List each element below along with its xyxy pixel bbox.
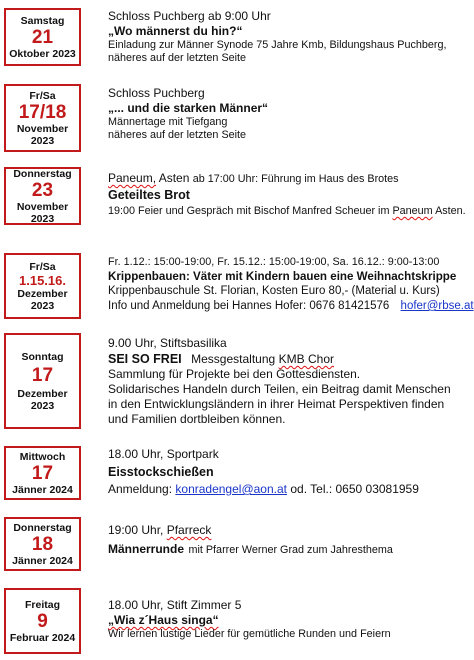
event-place [108, 523, 470, 538]
place-city: Asten [156, 171, 190, 185]
date-month: Dezember 2023 [17, 387, 68, 412]
event-desc: Krippenbauschule St. Florian, Kosten Euro 80,- (Material u. Kurs) [108, 285, 440, 297]
event-desc: Sammlung für Projekte bei den Gottesdiensten. [108, 367, 361, 381]
date-number: 23 [31, 179, 54, 201]
event-6 [108, 447, 470, 497]
event-title-row [108, 351, 470, 367]
date-box-1 [4, 8, 81, 66]
date-month: Dezember 2023 [17, 287, 68, 312]
event-5 [108, 336, 470, 427]
date-number: 18 [31, 533, 54, 555]
date-weekday: Samstag [20, 14, 65, 27]
email-link[interactable]: konradengel@aon.at [175, 482, 287, 496]
registration-label: Anmeldung: [108, 482, 173, 496]
date-weekday: Freitag [24, 598, 60, 611]
contact-text: Info und Anmeldung bei Hannes Hofer: 0676 81421576 [108, 300, 390, 312]
phone-text: od. Tel.: 0650 03081959 [290, 482, 419, 496]
date-box-6 [4, 446, 81, 500]
event-7 [108, 523, 470, 557]
event-title: „... und die starken Männer“ [108, 101, 269, 115]
event-desc: Solidarisches Handeln durch Teilen, ein Beitrag damit Menschen [108, 382, 451, 396]
event-contact [108, 299, 472, 314]
date-box-8 [4, 588, 81, 654]
event-4 [108, 256, 472, 314]
date-number: 1.15.16. [19, 272, 66, 288]
event-place: Schloss Puchberg ab 9:00 Uhr [108, 9, 271, 23]
event-times: Fr. 1.12.: 15:00-19:00, Fr. 15.12.: 15:00-19:00, Sa. 16.12.: 9:00-13:00 [108, 256, 440, 268]
date-box-3 [4, 167, 81, 225]
event-place: 9.00 Uhr, Stiftsbasilika [108, 336, 227, 350]
event-desc: näheres auf der letzten Seite [108, 52, 247, 64]
event-8 [108, 598, 470, 641]
date-box-4 [4, 253, 81, 319]
event-1 [108, 9, 470, 65]
date-weekday: Fr/Sa [29, 260, 56, 273]
event-desc: Einladung zur Männer Synode 75 Jahre Kmb, Bildungshaus Puchberg, [108, 39, 447, 51]
date-month: Oktober 2023 [9, 47, 76, 60]
date-weekday: Fr/Sa [29, 89, 56, 102]
desc-text: 19:00 Feier und Gespräch mit Bischof Manfred Scheuer im [108, 205, 390, 217]
event-time: 19:00 Uhr, [108, 523, 164, 537]
event-desc: Wir lernen lustige Lieder für gemütliche Runden und Feiern [108, 628, 391, 640]
date-number: 17/18 [18, 101, 67, 123]
event-title: „Wia z´Haus singa“ [108, 613, 219, 627]
place-name: Pfarreck [166, 523, 212, 537]
email-link[interactable]: hofer@rbse.at [400, 300, 474, 312]
date-weekday: Sonntag [21, 350, 64, 363]
date-box-2 [4, 84, 81, 152]
date-month: Februar 2024 [9, 631, 76, 644]
date-weekday: Mittwoch [19, 450, 66, 463]
date-number: 9 [37, 610, 48, 632]
desc-city: Asten. [435, 205, 466, 217]
date-box-7 [4, 517, 81, 571]
event-title-row [108, 542, 470, 557]
date-number: 17 [31, 364, 54, 386]
date-box-5 [4, 333, 81, 429]
date-month: November [16, 122, 69, 135]
event-desc: und Familien dortbleiben können. [108, 412, 286, 426]
event-desc: in den Entwicklungsländern in ihrer Heimat Perspektiven finden [108, 397, 445, 411]
event-desc: Männertage mit Tiefgang [108, 116, 228, 128]
event-desc [108, 205, 470, 218]
event-place: 18.00 Uhr, Stift Zimmer 5 [108, 598, 242, 612]
desc-place: Paneum [392, 205, 433, 217]
date-month: November 2023 [16, 200, 69, 225]
event-time: ab 17:00 Uhr: Führung im Haus des Brotes [192, 173, 399, 185]
event-registration [108, 482, 470, 497]
date-number: 21 [31, 26, 54, 48]
music-label: Messgestaltung [191, 352, 276, 366]
event-title: Krippenbauen: Väter mit Kindern bauen eine Weihnachtskrippe [108, 270, 457, 283]
date-month: Jänner 2024 [12, 554, 73, 567]
event-place: Schloss Puchberg [108, 86, 205, 100]
choir-name: KMB Chor [278, 352, 335, 366]
event-title: Geteiltes Brot [108, 188, 190, 202]
event-place [108, 171, 470, 187]
event-desc: näheres auf der letzten Seite [108, 129, 247, 141]
date-weekday: Donnerstag [13, 521, 72, 534]
event-title: „Wo männerst du hin?“ [108, 24, 243, 38]
date-month-year: 2023 [30, 134, 55, 147]
date-weekday: Donnerstag [13, 167, 72, 180]
date-number: 17 [31, 462, 54, 484]
place-name: Paneum, [108, 171, 157, 185]
event-subtitle: mit Pfarrer Werner Grad zum Jahresthema [188, 544, 393, 556]
event-place: 18.00 Uhr, Sportpark [108, 447, 219, 461]
event-2 [108, 86, 470, 142]
event-title: Männerrunde [108, 542, 185, 556]
date-month: Jänner 2024 [12, 483, 73, 496]
event-3 [108, 171, 470, 218]
event-title: SEI SO FREI [108, 352, 182, 366]
event-title: Eisstockschießen [108, 465, 214, 479]
